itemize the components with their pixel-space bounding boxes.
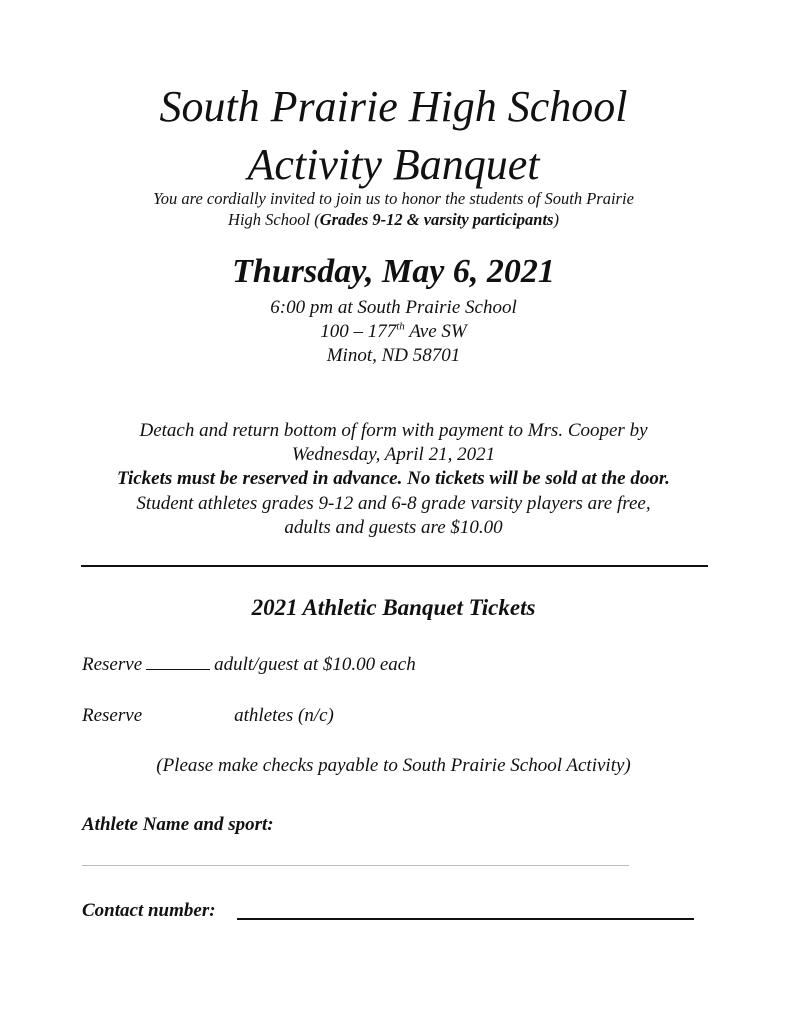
- address-number: 100 – 177: [320, 321, 397, 342]
- invitation-grades: Grades 9-12 & varsity participants: [319, 210, 554, 229]
- detach-divider: [81, 565, 708, 567]
- contact-number-field-line[interactable]: [237, 918, 694, 920]
- invitation-line-2: [0, 210, 787, 230]
- reserve-adult-description: adult/guest at $10.00 each: [214, 654, 416, 675]
- contact-number-label: Contact number:: [82, 900, 216, 921]
- athlete-name-label: Athlete Name and sport:: [82, 814, 274, 835]
- address-ordinal: th: [396, 320, 405, 333]
- event-street-address: [0, 320, 787, 344]
- tickets-heading: 2021 Athletic Banquet Tickets: [251, 595, 536, 620]
- invitation-line-1: You are cordially invited to join us to honor the students of South Prairie: [153, 189, 634, 208]
- checks-payable-note: (Please make checks payable to South Prairie School Activity): [156, 755, 631, 776]
- invitation-suffix: ): [553, 210, 559, 229]
- pricing-line-2: adults and guests are $10.00: [284, 517, 503, 538]
- reserve-adult-row: [82, 653, 416, 677]
- page-title-line-1: South Prairie High School: [159, 82, 628, 131]
- invitation-prefix: High School (: [228, 210, 320, 229]
- event-time-location: 6:00 pm at South Prairie School: [270, 297, 517, 318]
- reserve-adult-blank[interactable]: [146, 653, 210, 670]
- reserve-adult-label: Reserve: [82, 654, 143, 675]
- detach-instruction-line-1: Detach and return bottom of form with payment to Mrs. Cooper by: [139, 420, 648, 441]
- reserve-athletes-row: [82, 704, 334, 728]
- pricing-line-1: Student athletes grades 9-12 and 6-8 grade varsity players are free,: [136, 493, 651, 514]
- reserve-athletes-label: Reserve: [82, 705, 143, 726]
- athlete-name-field-line[interactable]: [82, 865, 629, 866]
- page-title-line-2: Activity Banquet: [247, 140, 540, 189]
- detach-instruction-line-2: Wednesday, April 21, 2021: [291, 444, 496, 465]
- reserve-athletes-description: athletes (n/c): [234, 705, 334, 726]
- event-city: Minot, ND 58701: [326, 345, 461, 366]
- reservation-notice: Tickets must be reserved in advance. No tickets will be sold at the door.: [117, 468, 670, 489]
- event-date: Thursday, May 6, 2021: [232, 253, 555, 290]
- address-street: Ave SW: [404, 321, 467, 342]
